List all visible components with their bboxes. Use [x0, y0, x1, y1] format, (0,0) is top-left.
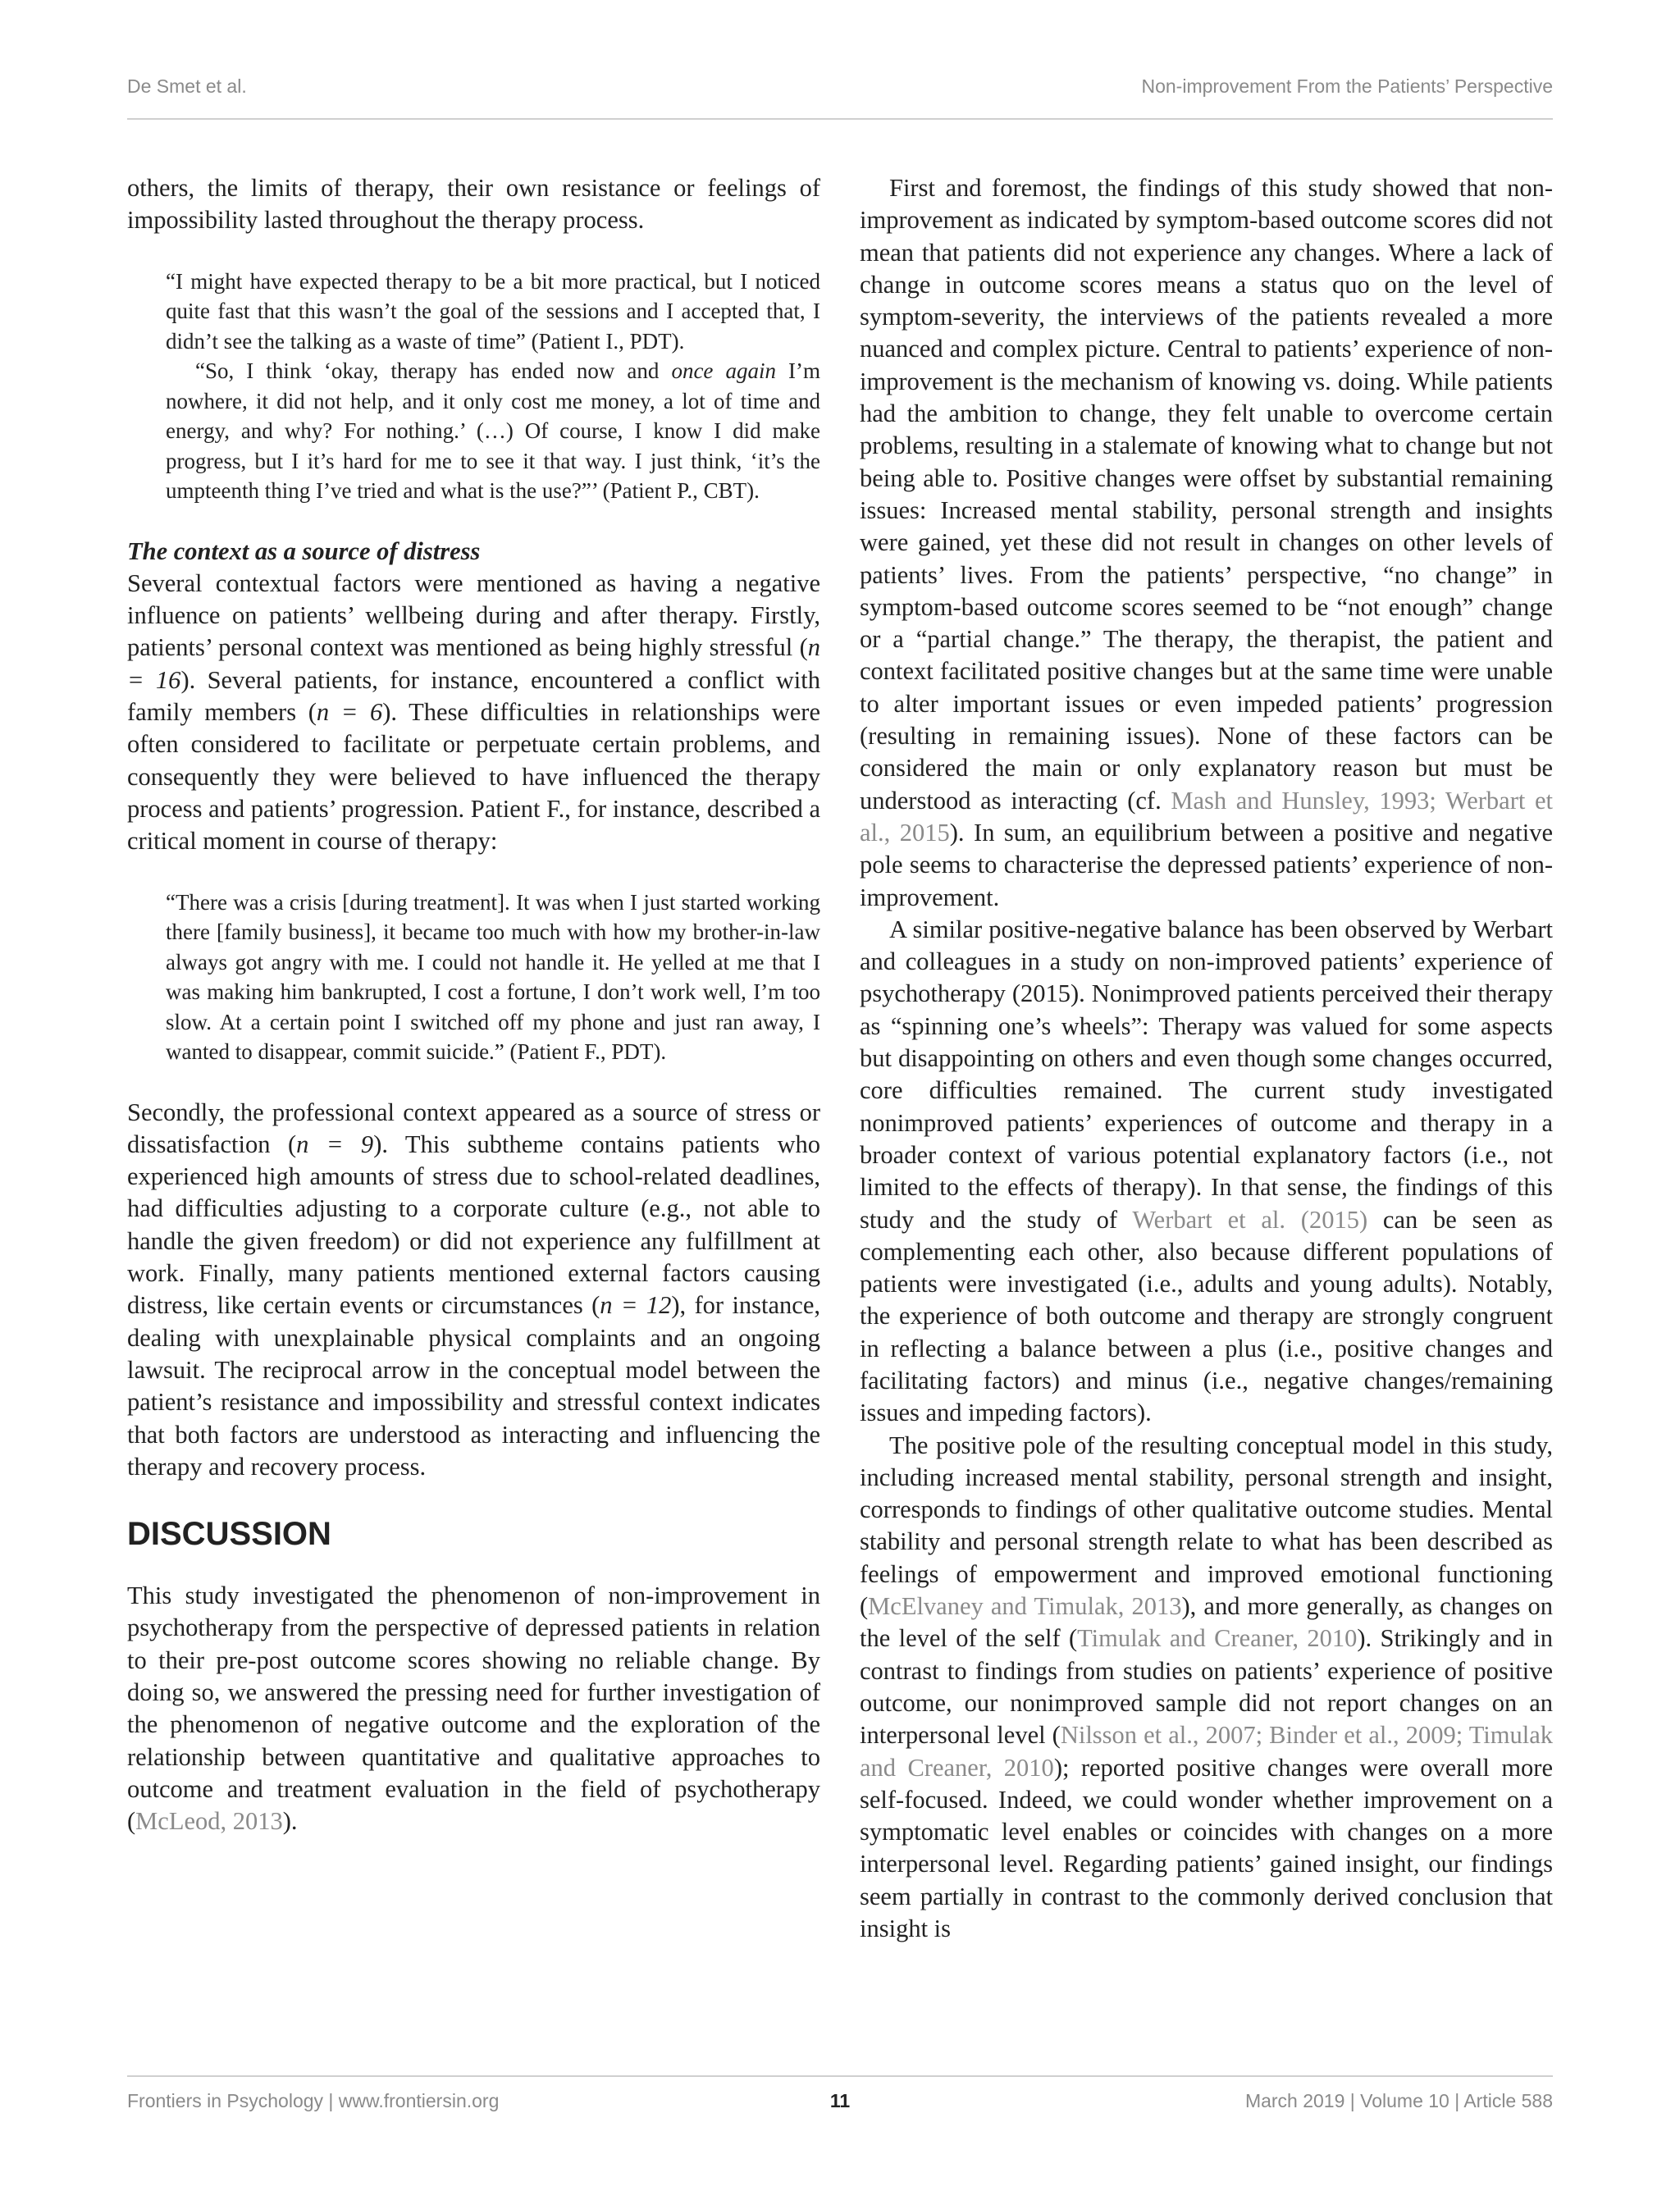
citation-link[interactable]: McLeod, 2013: [135, 1807, 283, 1836]
block-quote-patient-f: [127, 888, 820, 1067]
quote-patient-i: “I might have expected therapy to be a bit more practical, but I noticed quite fast that this wasn’t the goal of the sessions and I accepted that, I didn’t see the talking as a waste of time” (Patient I., PDT).: [166, 268, 820, 354]
paragraph-balance: A similar positive-negative balance has been observed by Werbart and colleagues in a study on non-improved patients’ experience of psychotherapy (2015). Nonimproved patients perceived their therapy as “spinning one’s wheels”: Therapy was valued for some aspects but disappointing on others and even though some changes occurred, core difficulties remained. The current study investigated nonimproved patients’ experiences of outcome and therapy in a broader context of various potential explanatory factors (i.e., not limited to the effects of therapy). In that sense, the findings of this study and the study of Werbart et al. (2015) can be seen as complementing each other, also because different populations of patients were investigated (i.e., adults and young adults). Notably, the experience of both outcome and therapy are strongly congruent in reflecting a balance between a plus (i.e., positive changes and facilitating factors) and minus (i.e., negative changes/remaining issues and impeding factors).: [860, 915, 1553, 1427]
right-column: [860, 172, 1553, 1945]
quote-patient-f: “There was a crisis [during treatment]. It was when I just started working there [family business], it became too much with how my brother-in-law always got angry with me. I could not handle it. He yelled at me that I was making him bankrupted, I cost a fortune, I don’t work well, I’m too slow. At a certain point I switched off my phone and just ran away, I wanted to disappear, commit suicide.” (Patient F., PDT).: [166, 889, 820, 1065]
citation-link[interactable]: McElvaney and Timulak, 2013: [868, 1592, 1182, 1621]
section-heading-discussion: DISCUSSION: [127, 1516, 331, 1553]
header-divider: [127, 118, 1553, 120]
footer-divider: [127, 2075, 1553, 2077]
page-number: 11: [829, 2090, 851, 2111]
paragraph-personal-context: Several contextual factors were mentioned as having a negative influence on patients’ wellbeing during and after therapy. Firstly, patients’ personal context was mentioned as being highly stressful (n = 16). Several patients, for instance, encountered a conflict with family members (n = 6). These difficulties in relationships were often considered to facilitate or perpetuate certain problems, and consequently they were believed to have influenced the therapy process and patients’ progression. Patient F., for instance, described a critical moment in course of therapy:: [127, 568, 820, 856]
quote-patient-p: “So, I think ‘okay, therapy has ended now and once again I’m nowhere, it did not help, and it only cost me money, a lot of time and energy, and why? For nothing.’ (…) Of course, I know I did make progress, but I it’s hard for me to see it that way. I just think, ‘it’s the umpteenth thing I’ve tried and what is the use?”’ (Patient P., CBT).: [166, 358, 820, 504]
subheading-context-distress: The context as a source of distress: [127, 536, 481, 565]
paragraph-continued: others, the limits of therapy, their own resistance or feelings of impossibility lasted throughout the therapy process.: [127, 174, 820, 235]
citation-link[interactable]: Werbart et al. (2015): [1132, 1205, 1368, 1234]
block-quote-patients: [127, 267, 820, 506]
paragraph-positive-pole: The positive pole of the resulting conceptual model in this study, including increased mental stability, personal strength and insight, corresponds to findings of other qualitative outcome studies. Mental stability and personal strength relate to what has been described as feelings of empowerment and improved emotional functioning (McElvaney and Timulak, 2013), and more generally, as changes on the level of the self (Timulak and Creaner, 2010). Strikingly and in contrast to findings from studies on patients’ experience of positive outcome, our nonimproved sample did not report changes on an interpersonal level (Nilsson et al., 2007; Binder et al., 2009; Timulak and Creaner, 2010); reported positive changes were overall more self-focused. Indeed, we could wonder whether improvement on a symptomatic level enables or coincides with changes on a more interpersonal level. Regarding patients’ gained insight, our findings seem partially in contrast to the commonly derived conclusion that insight is: [860, 1431, 1553, 1943]
citation-link[interactable]: Mash and Hunsley, 1993; Werbart et al., 2015: [860, 786, 1553, 847]
running-header-title: Non-improvement From the Patients’ Perspective: [1141, 75, 1553, 97]
footer-issue: March 2019 | Volume 10 | Article 588: [1244, 2090, 1553, 2111]
citation-link[interactable]: Timulak and Creaner, 2010: [1077, 1624, 1358, 1653]
left-column: [127, 172, 820, 1838]
paragraph-discussion-intro: This study investigated the phenomenon of non-improvement in psychotherapy from the perspective of depressed patients in relation to their pre-post outcome scores showing no reliable change. By doing so, we answered the pressing need for further investigation of the phenomenon of negative outcome and the exploration of the relationship between quantitative and qualitative approaches to outcome and treatment evaluation in the field of psychotherapy (McLeod, 2013).: [127, 1582, 820, 1836]
paragraph-professional-context: Secondly, the professional context appeared as a source of stress or dissatisfaction (n = 9). This subtheme contains patients who experienced high amounts of stress due to school-related deadlines, had difficulties adjusting to a corporate culture (e.g., not able to handle the given freedom) or did not experience any fulfillment at work. Finally, many patients mentioned external factors causing distress, like certain events or circumstances (n = 12), for instance, dealing with unexplainable physical complaints and an ongoing lawsuit. The reciprocal arrow in the conceptual model between the patient’s resistance and impossibility and stressful context indicates that both factors are understood as interacting and influencing the therapy and recovery process.: [127, 1098, 820, 1481]
paragraph-findings: First and foremost, the findings of this study showed that non-improvement as indicated by symptom-based outcome scores did not mean that patients did not experience any changes. Where a lack of change in outcome scores means a status quo on the level of symptom-severity, the interviews of the patients revealed a more nuanced and complex picture. Central to patients’ experience of non-improvement is the mechanism of knowing vs. doing. While patients had the ambition to change, they felt unable to overcome certain problems, resulting in a stalemate of knowing what to change but not being able to. Positive changes were offset by substantial remaining issues: Increased mental stability, personal strength and insights were gained, yet these did not result in changes on other levels of patients’ lives. From the patients’ perspective, “no change” in symptom-based outcome scores seemed to be “not enough” change or a “partial change.” The therapy, the therapist, the patient and context facilitated positive changes but at the same time were unable to alter important issues or even impeded patients’ progression (resulting in remaining issues). None of these factors can be considered the main or only explanatory reason but must be understood as interacting (cf. Mash and Hunsley, 1993; Werbart et al., 2015). In sum, an equilibrium between a positive and negative pole seems to characterise the depressed patients’ experience of non-improvement.: [860, 174, 1553, 911]
running-header-authors: De Smet et al.: [127, 75, 247, 97]
footer-journal: Frontiers in Psychology | www.frontiersin.org: [127, 2090, 500, 2111]
citation-link[interactable]: Nilsson et al., 2007; Binder et al., 2009; Timulak and Creaner, 2010: [860, 1721, 1553, 1782]
